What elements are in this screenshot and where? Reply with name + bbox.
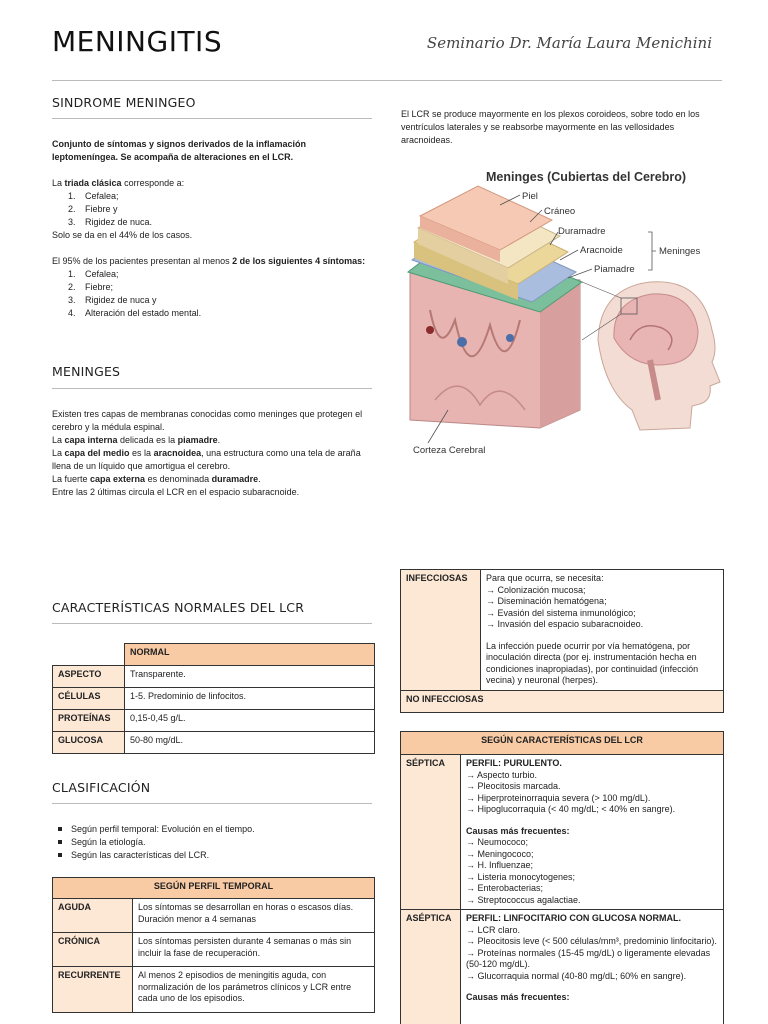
list-item: Según las características del LCR. [52, 849, 372, 862]
label-piel: Piel [522, 191, 538, 202]
list-item: 3. Rigidez de nuca y [68, 295, 157, 305]
table-row: ASPECTO Transparente. [53, 666, 375, 688]
page-title: MENINGITIS [52, 25, 223, 58]
symptoms-intro: El 95% de los pacientes presentan al menos 2 de los siguientes 4 síntomas: [52, 256, 366, 266]
section-heading-sindrome: SINDROME MENINGEO [52, 95, 196, 110]
symptoms-list [52, 268, 372, 320]
lcr-classification-table [400, 731, 724, 1024]
section-heading-meninges: MENINGES [52, 364, 121, 379]
etiologia-table [400, 569, 724, 713]
clasificacion-list [52, 823, 372, 862]
list-item: 2. Fiebre y [68, 204, 118, 214]
table-header: SEGÚN CARACTERÍSTICAS DEL LCR [401, 732, 724, 755]
list-item: 4. Alteración del estado mental. [68, 308, 202, 318]
table-row: NO INFECCIOSAS [401, 690, 724, 712]
list-item: Según perfil temporal: Evolución en el tiempo. [52, 823, 372, 836]
list-item: 1. Cefalea; [68, 191, 119, 201]
section-divider [52, 118, 372, 119]
table-row: RECURRENTE Al menos 2 episodios de meningitis aguda, con normalización de los parámetros clínicos y LCR entre cada uno de los episodios. [53, 967, 375, 1013]
table-row: AGUDA Los síntomas se desarrollan en horas o escasos días. Duración menor a 4 semanas [53, 899, 375, 933]
meninges-text [52, 408, 374, 499]
table-row: INFECCIOSAS Para que ocurra, se necesita: → Colonización mucosa; → Diseminación hematógena; → Evasión del sistema inmunológico; → Invasión del espacio subaracnoideo. La infección puede ocurrir por vía hematógena, por inoculación directa (por ej. instrumentación hecha en condiciones inapropiadas), por continuidad (infección vecina) y neuronal (herpes). [401, 570, 724, 691]
section-heading-clasificacion: CLASIFICACIÓN [52, 780, 151, 795]
table-header: SEGÚN PERFIL TEMPORAL [53, 878, 375, 899]
meninges-line: La capa interna delicada es la piamadre. [52, 435, 221, 445]
meninges-line: Existen tres capas de membranas conocidas como meninges que protegen el cerebro y la médula espinal. [52, 409, 363, 432]
temporal-table [52, 877, 375, 1013]
figure-title: Meninges (Cubiertas del Cerebro) [486, 170, 687, 184]
table-row: GLUCOSA 50-80 mg/dL. [53, 732, 375, 754]
sindrome-text [52, 138, 372, 320]
list-item: 1. Cefalea; [68, 269, 119, 279]
triad-note: Solo se da en el 44% de los casos. [52, 230, 193, 240]
section-divider [52, 623, 372, 624]
list-item: Según la etiología. [52, 836, 372, 849]
section-divider [52, 803, 372, 804]
section-divider [52, 388, 372, 389]
table-row: CÉLULAS 1-5. Predominio de linfocitos. [53, 688, 375, 710]
lcr-normal-table [52, 643, 375, 754]
section-heading-caracteristicas: CARACTERÍSTICAS NORMALES DEL LCR [52, 600, 305, 615]
table-header: NORMAL [125, 644, 375, 666]
meninges-illustration [400, 160, 725, 470]
table-row: PROTEÍNAS 0,15-0,45 g/L. [53, 710, 375, 732]
label-piamadre: Piamadre [594, 264, 635, 275]
label-duramadre: Duramadre [558, 226, 606, 237]
label-aracnoide: Aracnoide [580, 245, 623, 256]
meninges-line: La capa del medio es la aracnoidea, una estructura como una tela de araña llena de un líquido que amortigua el cerebro. [52, 448, 361, 471]
meninges-line: La fuerte capa externa es denominada duramadre. [52, 474, 261, 484]
table-row: CRÓNICA Los síntomas persisten durante 4 semanas o más sin incluir la fase de recuperación. [53, 933, 375, 967]
triad-list [52, 190, 372, 229]
label-meninges: Meninges [659, 246, 701, 257]
list-item: 3. Rigidez de nuca. [68, 217, 153, 227]
label-craneo: Cráneo [544, 206, 576, 217]
meninges-line: Entre las 2 últimas circula el LCR en el espacio subaracnoide. [52, 487, 300, 497]
label-corteza: Corteza Cerebral [413, 445, 486, 456]
sindrome-intro: Conjunto de síntomas y signos derivados de la inflamación leptomeníngea. Se acompaña de alteraciones en el LCR. [52, 139, 307, 162]
title-divider [52, 80, 722, 81]
table-row: SÉPTICA PERFIL: PURULENTO. → Aspecto turbio. → Pleocitosis marcada. → Hiperproteinorraquia severa (> 100 mg/dL). → Hipoglucorraquia (< 40 mg/dL; < 40% en sangre). Causas más frecuentes: → Neumococo; → Meningococo; → H. Influenzae; → Listeria monocytogenes; → Enterobacterias; → Streptococcus agalactiae. [401, 755, 724, 910]
list-item: 2. Fiebre; [68, 282, 114, 292]
seminar-author: Seminario Dr. María Laura Menichini [426, 34, 712, 52]
lcr-production-text: El LCR se produce mayormente en los plexos coroideos, sobre todo en los ventrículos laterales y se reabsorbe mayormente en las vellosidades aracnoideas. [401, 109, 700, 145]
table-row: ASÉPTICA PERFIL: LINFOCITARIO CON GLUCOSA NORMAL. → LCR claro. → Pleocitosis leve (< 500 células/mm³, predominio linfocitario). → Proteínas normales (15-45 mg/dL) o ligeramente elevadas (50-120 mg/dL). → Glucorraquia normal (40-80 mg/dL; 60% en sangre). Causas más frecuentes: [401, 910, 724, 1024]
triad-intro: La triada clásica corresponde a: [52, 178, 185, 188]
